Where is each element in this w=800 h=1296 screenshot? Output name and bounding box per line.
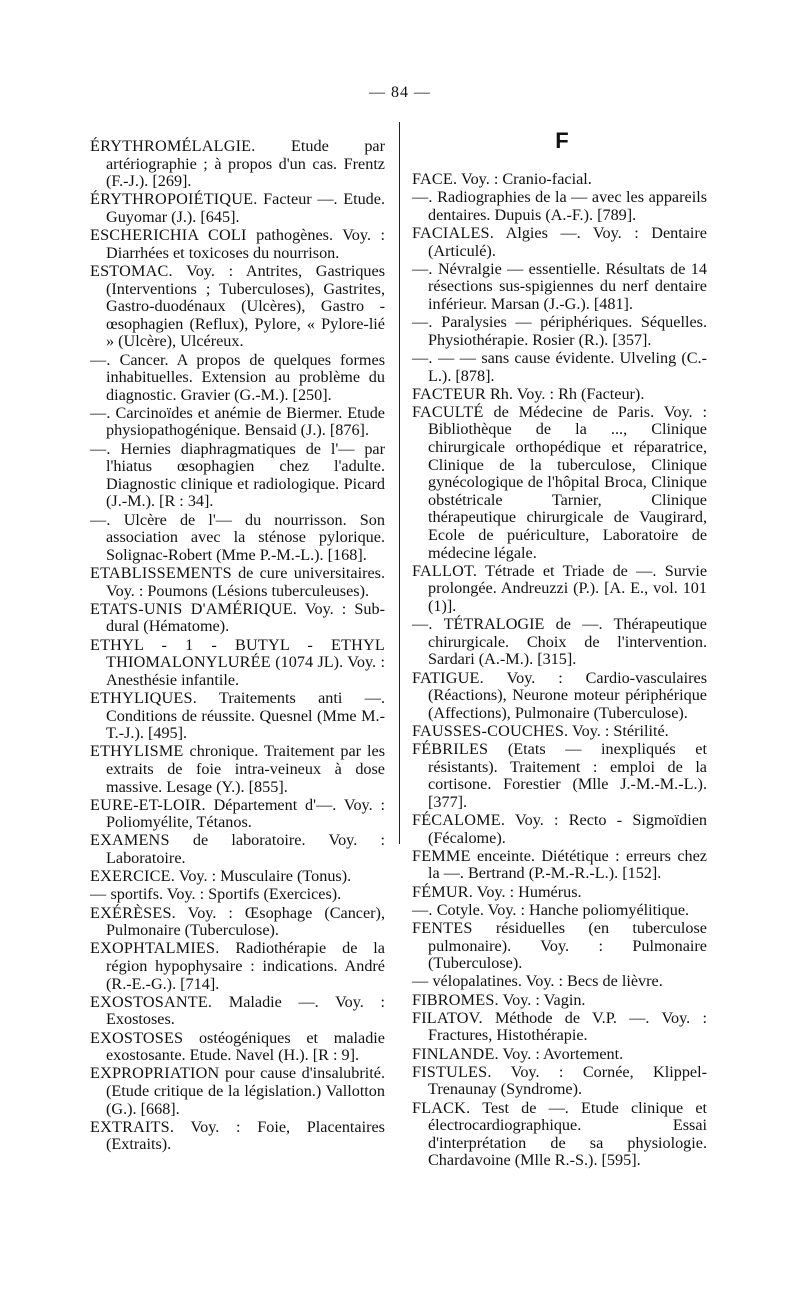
entry-text: vélopalatines. Voy. : Becs de lièvre. [428, 972, 663, 991]
left-column [90, 138, 385, 1155]
entry-text: Cotyle. Voy. : Hanche poliomyélitique. [432, 900, 690, 919]
entry-heading: FAUSSES-COUCHES. [412, 721, 569, 740]
entry-text: Voy. : Avortement. [498, 1044, 624, 1063]
entry-heading: FÉMUR. [412, 882, 474, 901]
entry-heading: FINLANDE. [412, 1044, 499, 1063]
entry-heading: — [412, 972, 429, 991]
entry-text: Voy. : Antrites, Gastriques (Interventions ; Tuberculoses), Gastrites, Gastro-duodénaux (Ulcères), Gastro - œsophagien (Reflux), Pylore, « Pylore-lié » (Ulcère), Ulcéreux. [106, 261, 385, 351]
entry-heading: ETHYL - 1 - BUTYL - ETHYL THIOMALONYLURÉE [90, 635, 385, 672]
index-entry [412, 1064, 707, 1099]
entry-heading: EXOSTOSANTE. [90, 992, 213, 1011]
index-entry [412, 1046, 707, 1064]
index-entry [90, 263, 385, 351]
index-entry [90, 191, 385, 226]
entry-heading: —. [412, 615, 433, 634]
entry-text: Voy. : Cornée, Klippel-Trenaunay (Syndrome). [428, 1062, 707, 1099]
entry-text: Etude par artériographie ; à propos d'un cas. Frentz (F.-J.). [269]. [106, 137, 385, 191]
index-entry [412, 1100, 707, 1170]
entry-heading: FISTULES. [412, 1062, 492, 1081]
index-entry [412, 920, 707, 973]
entry-heading: —. [412, 900, 433, 919]
index-entry [90, 994, 385, 1029]
index-entry [90, 565, 385, 600]
entry-heading: —. [90, 439, 111, 458]
entry-heading: FACTEUR [412, 384, 486, 403]
index-entry [412, 350, 707, 385]
entry-heading: FATIGUE. [412, 668, 484, 687]
index-entry [90, 138, 385, 191]
entry-heading: —. — — [412, 348, 477, 367]
entry-text: Névralgie — essentielle. Résultats de 14 résections sus-spigiennes du nerf dentaire inférieur. Marsan (J.-G.). [481]. [428, 259, 707, 313]
index-entry [412, 902, 707, 920]
index-entry [90, 797, 385, 832]
column-divider [399, 122, 400, 844]
index-entry [412, 848, 707, 883]
entry-heading: EURE-ET-LOIR. [90, 795, 206, 814]
entry-heading: FACIALES. [412, 223, 494, 242]
entry-heading: FÉBRILES [412, 740, 489, 759]
index-entry [90, 1030, 385, 1065]
entry-text: Hernies diaphragmatiques de l'— par l'hiatus œsophagien chez l'adulte. Diagnostic clinique et radiologique. Picard (J.-M.). [R : 34]. [106, 439, 385, 511]
entry-heading: —. [90, 350, 111, 369]
entry-text: Test de —. Etude clinique et électrocardiographique. Essai d'interprétation de sa physiologie. Chardavoine (Mlle R.-S.). [595]. [428, 1098, 707, 1170]
entry-text: de cure universitaires. Voy. : Poumons (Lésions tuberculeuses). [106, 564, 385, 600]
index-entry [90, 227, 385, 262]
entry-text: Maladie —. Voy. : Exostoses. [106, 992, 385, 1029]
entry-heading: EXOPHTALMIES. [90, 939, 220, 958]
index-entry [90, 637, 385, 690]
entry-heading: FEMME [412, 846, 471, 865]
index-entry [90, 905, 385, 940]
entry-heading: FENTES [412, 919, 473, 938]
entry-text: Radiographies de la — avec les appareils dentaires. Dupuis (A.-F.). [789]. [428, 188, 707, 224]
entry-text: de Médecine de Paris. Voy. : Bibliothèque de la ..., Clinique chirurgicale orthopédique et réparatrice, Clinique de la tuberculose, Clinique gynécologique de l'hôpital Broca, Clinique obstétricale Tarnier, Clinique thérapeutique chirurgicale de Vaugirard, Ecole de puériculture, Laboratoire de médecine légale. [428, 402, 707, 562]
index-entry [412, 973, 707, 991]
index-entry [90, 940, 385, 993]
entry-text: chronique. Traitement par les extraits de foie intra-veineux à dose massive. Lesage (Y.). [855]. [106, 742, 385, 796]
entry-text: enceinte. Diététique : erreurs chez la —. Bertrand (P.-M.-R.-L.). [152]. [428, 846, 707, 883]
entry-heading: ETHYLISME [90, 742, 184, 761]
entry-text: pour cause d'insalubrité. (Etude critique de la législation.) Vallotton (G.). [668]. [106, 1064, 385, 1118]
entry-heading: EXPROPRIATION [90, 1064, 220, 1083]
entry-text: Voy. : Humérus. [473, 882, 582, 901]
entry-heading: ETABLISSEMENTS [90, 564, 232, 582]
entry-heading: ETATS-UNIS D'AMÉRIQUE. [90, 599, 298, 618]
entry-heading: FALLOT. [412, 561, 478, 580]
section-letter: F [555, 128, 569, 153]
entry-heading: EXOSTOSES [90, 1028, 184, 1047]
entry-text: pathogènes. Voy. : Diarrhées et toxicoses du nourrison. [106, 226, 386, 262]
entry-text: Rh. Voy. : Rh (Facteur). [485, 384, 645, 403]
index-entry [90, 405, 385, 440]
entry-text: Département d'—. Voy. : Poliomyélite, Tétanos. [106, 795, 385, 832]
entry-heading: FILATOV. [412, 1008, 483, 1027]
right-column [412, 171, 707, 1171]
index-entry [90, 352, 385, 405]
index-entry [90, 441, 385, 511]
index-entry [412, 1010, 707, 1045]
entry-heading: —. [412, 313, 433, 332]
entry-heading: FÉCALOME. [412, 811, 506, 830]
index-entry [412, 884, 707, 902]
entry-heading: ESTOMAC. [90, 261, 173, 280]
entry-text: Voy. : Foie, Placentaires (Extraits). [106, 1117, 385, 1154]
index-entry [412, 314, 707, 349]
index-entry [412, 670, 707, 723]
entry-text: résiduelles (en tuberculose pulmonaire). Voy. : Pulmonaire (Tuberculose). [428, 919, 707, 973]
entry-text: Voy. : Musculaire (Tonus). [174, 867, 352, 886]
entry-heading: —. [412, 259, 433, 278]
index-entry [90, 886, 385, 904]
index-entry [412, 404, 707, 562]
entry-text: Paralysies — périphériques. Séquelles. Physiothérapie. Rosier (R.). [357]. [428, 313, 707, 349]
entry-text: Voy. : Cardio-vasculaires (Réactions), Neurone moteur périphérique (Affections), Pulmonaire (Tuberculose). [428, 668, 707, 722]
index-entry [412, 261, 707, 314]
entry-heading: ÉRYTHROPOIÉTIQUE. [90, 190, 258, 209]
entry-heading: EXTRAITS. [90, 1117, 175, 1136]
index-entry [90, 868, 385, 886]
entry-text: (Etats — inexpliqués et résistants). Traitement : emploi de la cortisone. Forestier (Mlle J.-M.-M.-L.). [377]. [428, 740, 707, 811]
index-entry [412, 171, 707, 189]
entry-heading: —. [90, 403, 111, 422]
index-entry [90, 601, 385, 636]
entry-heading: ÉRYTHROMÉLALGIE. [90, 137, 256, 155]
entry-text: TÉTRALOGIE de —. Thérapeutique chirurgicale. Choix de l'intervention. Sardari (A.-M.). [315]. [428, 615, 707, 669]
entry-text: Voy. : Recto - Sigmoïdien (Fécalome). [428, 811, 707, 847]
index-entry [90, 832, 385, 867]
index-entry [412, 225, 707, 260]
entry-heading: — [90, 885, 107, 904]
entry-text: sportifs. Voy. : Sportifs (Exercices). [106, 885, 342, 904]
entry-heading: EXÉRÈSES. [90, 903, 176, 922]
entry-text: (1074 JL). Voy. : Anesthésie infantile. [106, 653, 385, 689]
entry-text: Facteur —. Etude. Guyomar (J.). [645]. [106, 190, 385, 226]
index-entry [412, 189, 707, 224]
entry-text: Radiothérapie de la région hypophysaire : indications. André (R.-E.-G.). [714]. [106, 939, 385, 993]
entry-heading: FLACK. [412, 1098, 471, 1117]
entry-heading: FACULTÉ [412, 402, 484, 421]
index-entry [90, 512, 385, 565]
index-entry [412, 616, 707, 669]
index-entry [90, 1065, 385, 1118]
index-entry [90, 743, 385, 796]
entry-heading: —. [412, 188, 433, 207]
entry-text: Ulcère de l'— du nourrisson. Son association avec la sténose pylorique. Solignac-Robert (Mme P.-M.-L.). [168]. [106, 510, 385, 564]
entry-heading: FACE. [412, 170, 458, 188]
entry-heading: FIBROMES. [412, 990, 499, 1009]
entry-text: Voy. : Stérilité. [568, 721, 669, 740]
entry-heading: ETHYLIQUES. [90, 688, 197, 707]
index-entry [90, 690, 385, 743]
entry-text: Voy. : Cranio-facial. [457, 170, 592, 188]
entry-text: Voy. : Vagin. [498, 990, 586, 1009]
entry-text: Carcinoïdes et anémie de Biermer. Etude physiopathogénique. Bensaid (J.). [876]. [106, 403, 385, 440]
index-entry [412, 386, 707, 404]
index-entry [412, 992, 707, 1010]
index-entry [412, 812, 707, 847]
entry-text: Voy. : Sub-dural (Hématome). [106, 599, 385, 636]
entry-text: Traitements anti —. Conditions de réussite. Quesnel (Mme M.-T.-J.). [495]. [106, 688, 385, 743]
entry-text: Voy. : Œsophage (Cancer), Pulmonaire (Tuberculose). [106, 903, 385, 940]
entry-text: ostéogéniques et maladie exostosante. Etude. Navel (H.). [R : 9]. [106, 1028, 385, 1065]
entry-text: Algies —. Voy. : Dentaire (Articulé). [428, 223, 707, 260]
entry-heading: EXERCICE. [90, 867, 175, 886]
entry-heading: ESCHERICHIA COLI [90, 226, 247, 245]
entry-text: Cancer. A propos de quelques formes inhabituelles. Extension au problème du diagnostic. Gravier (G.-M.). [250]. [106, 350, 385, 404]
entry-text: Tétrade et Triade de —. Survie prolongée. Andreuzzi (P.). [A. E., vol. 101 (1)]. [428, 561, 707, 615]
index-entry [90, 1119, 385, 1154]
page-number: — 84 — [369, 84, 431, 101]
entry-heading: EXAMENS [90, 831, 170, 850]
index-entry [412, 563, 707, 616]
entry-text: de laboratoire. Voy. : Laboratoire. [106, 831, 385, 868]
entry-heading: —. [90, 510, 111, 529]
index-entry [412, 741, 707, 811]
entry-text: Méthode de V.P. —. Voy. : Fractures, Histothérapie. [428, 1008, 707, 1045]
entry-text: sans cause évidente. Ulveling (C.-L.). [878]. [428, 348, 707, 385]
index-entry [412, 723, 707, 741]
